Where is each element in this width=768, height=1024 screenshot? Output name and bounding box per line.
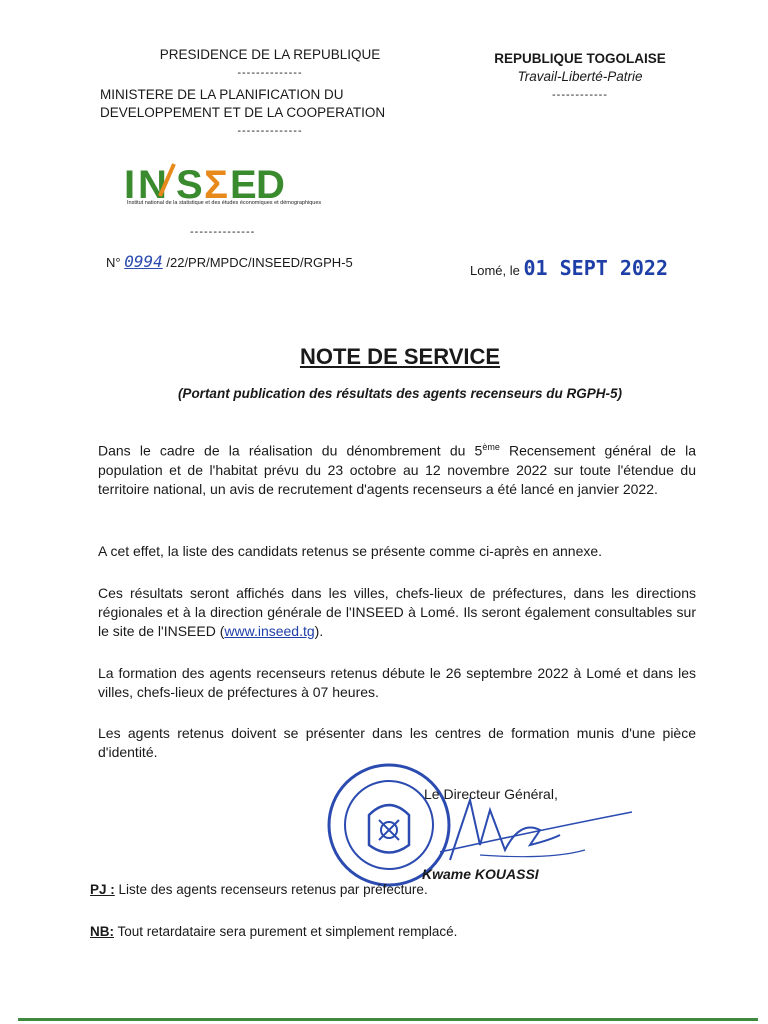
logo-divider: -------------- bbox=[190, 226, 256, 238]
signature-scribble-icon bbox=[420, 790, 640, 870]
header-divider: ------------ bbox=[552, 89, 608, 101]
country-name: REPUBLIQUE TOGOLAISE bbox=[494, 51, 666, 66]
header-divider: -------------- bbox=[237, 125, 303, 137]
reference-prefix: N° bbox=[106, 255, 121, 270]
paragraph-identity: Les agents retenus doivent se présenter dans les centres de formation munis d'une pièce d'identité. bbox=[98, 725, 696, 760]
nota-bene bbox=[90, 924, 457, 939]
date-prefix: Lomé, le bbox=[470, 263, 520, 278]
svg-text:N: N bbox=[138, 163, 167, 207]
superscript: ème bbox=[482, 442, 500, 452]
date-stamp: 01 SEPT 2022 bbox=[523, 256, 668, 280]
signatory-name: Kwame KOUASSI bbox=[422, 866, 539, 882]
inseed-logo bbox=[124, 158, 324, 218]
ministry-line-1: MINISTERE DE LA PLANIFICATION DU bbox=[100, 87, 344, 102]
svg-text:D: D bbox=[256, 163, 285, 207]
reference-suffix: /22/PR/MPDC/INSEED/RGPH-5 bbox=[166, 255, 353, 270]
paragraph-text: Recensement général de la population et de l'habitat prévu du 23 octobre au 12 novembre 2022 sur toute l'étendue du territoire national, un avis de recrutement d'agents recenseurs a été lancé en janvier 2022. bbox=[98, 442, 697, 497]
signatory-role: Le Directeur Général, bbox=[424, 786, 558, 802]
ministry-line-2: DEVELOPPEMENT ET DE LA COOPERATION bbox=[100, 105, 386, 120]
paragraph-publication bbox=[98, 584, 696, 641]
nb-text: Tout retardataire sera purement et simplement remplacé. bbox=[114, 924, 458, 939]
reference-number bbox=[106, 252, 353, 271]
svg-text:S: S bbox=[176, 163, 203, 207]
nb-label: NB: bbox=[90, 924, 114, 939]
header-left bbox=[100, 46, 410, 140]
national-motto: Travail-Liberté-Patrie bbox=[517, 69, 643, 84]
reference-handwritten-number: 0994 bbox=[124, 252, 163, 271]
document-title: NOTE DE SERVICE bbox=[299, 344, 501, 369]
paragraph-annex: A cet effet, la liste des candidats retenus se présente comme ci-après en annexe. bbox=[98, 543, 603, 559]
paragraph-text: Dans le cadre de la réalisation du dénombrement du 5 bbox=[98, 442, 483, 459]
pj-text: Liste des agents recenseurs retenus par préfecture. bbox=[114, 882, 428, 897]
footer-rule bbox=[18, 1018, 758, 1021]
document-subtitle: (Portant publication des résultats des agents recenseurs du RGPH-5) bbox=[177, 386, 623, 401]
presidency-line: PRESIDENCE DE LA REPUBLIQUE bbox=[159, 47, 381, 62]
svg-text:I: I bbox=[124, 163, 136, 207]
header-right bbox=[470, 50, 690, 104]
paragraph-text: ). bbox=[314, 623, 324, 639]
header-divider: -------------- bbox=[237, 67, 303, 79]
document-date bbox=[470, 256, 668, 280]
paragraph-context bbox=[98, 438, 696, 499]
logo-subtitle: Institut national de la statistique et des études économiques et démographiques bbox=[127, 200, 322, 206]
paragraph-training: La formation des agents recenseurs retenus débute le 26 septembre 2022 à Lomé et dans les villes, chefs-lieux de préfectures à 07 heures. bbox=[98, 665, 696, 700]
attachment-note bbox=[90, 882, 428, 897]
pj-label: PJ : bbox=[90, 882, 115, 897]
svg-text:Σ: Σ bbox=[204, 163, 229, 207]
paragraph-text: Ces résultats seront affichés dans les villes, chefs-lieux de préfectures, dans les directions régionales et à la direction générale de l'INSEED à Lomé. Ils seront également consultables sur le site de l'INSEED ( bbox=[98, 585, 696, 639]
svg-text:E: E bbox=[230, 163, 257, 207]
website-link[interactable]: www.inseed.tg bbox=[224, 623, 315, 639]
